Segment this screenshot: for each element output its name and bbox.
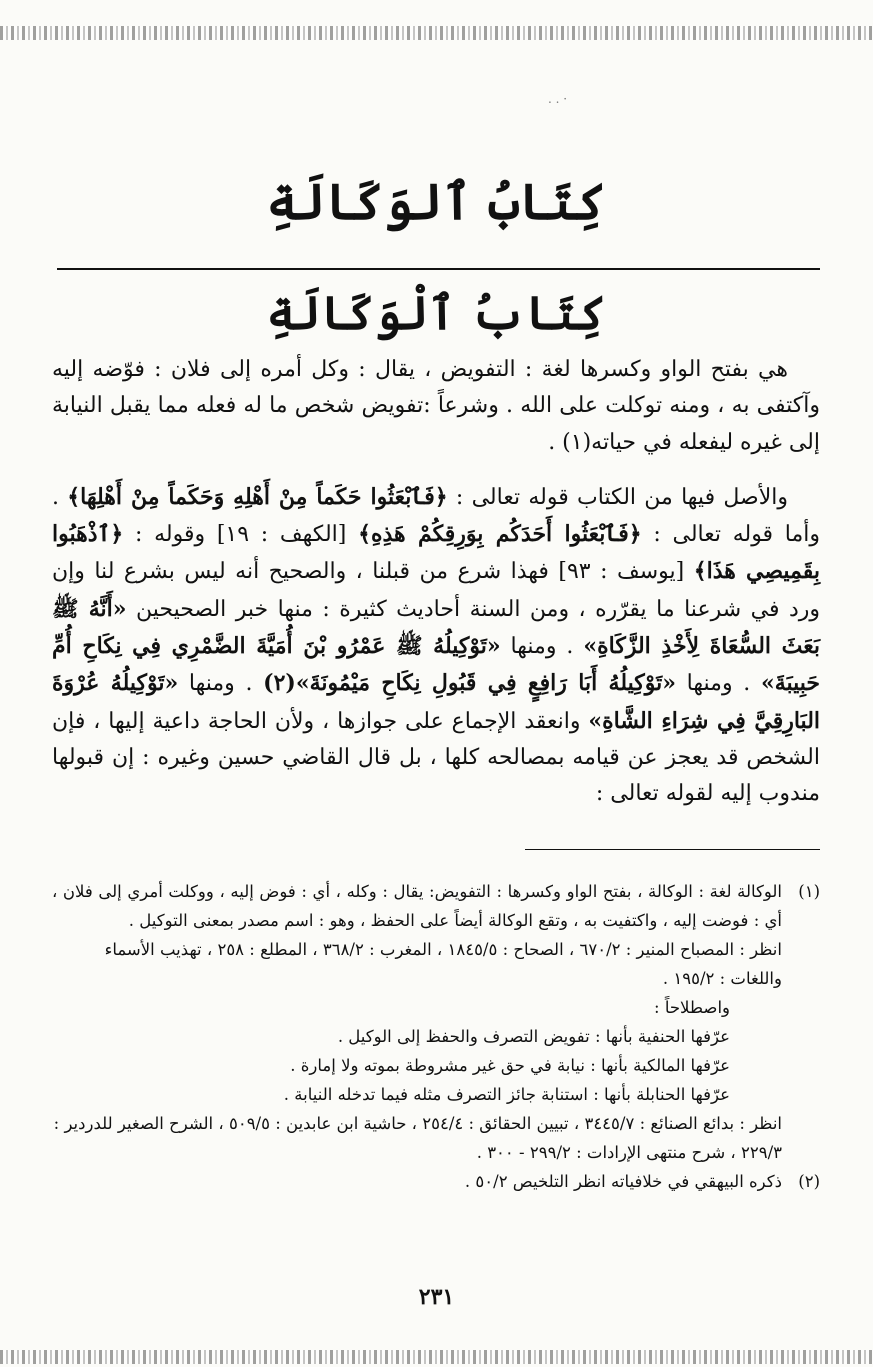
footnote-1-reference: انظر : المصباح المنير : ٦٧٠/٢ ، الصحاح : ١٨٤٥/٥ ، المغرب : ٣٦٨/٢ ، المطلع : ٢٥٨ ، تهذيب الأسماء واللغات : ١٩٥/٢ .	[104, 940, 782, 988]
text-span: . ومنها	[500, 634, 584, 660]
footnote-1-hanbali: عرّفها الحنابلة بأنها : استنابة جائز التصرف مثله فيما تدخله النيابة .	[283, 1085, 730, 1104]
footnotes	[52, 877, 820, 1196]
footnote-2	[52, 1167, 820, 1196]
text-span: [الكهف : ١٩] وقوله :	[123, 522, 359, 548]
body-text	[52, 352, 820, 813]
section-title: كِتَابُ ٱلْوَكَالَةِ	[266, 286, 607, 340]
hadith-quote: «تَوْكِيلُهُ أَبَا رَافِعٍ فِي قَبُولِ نِكَاحِ مَيْمُونَةَ»(٢)	[263, 670, 676, 697]
footnote-divider	[525, 849, 820, 850]
text-span: . ومنها	[675, 671, 761, 697]
footnote-number: (٢)	[798, 1172, 820, 1191]
paragraph-definition: هي بفتح الواو وكسرها لغة : التفويض ، يقال : وكل أمره إلى فلان : فوّضه إليه وآكتفى به ، ومنه توكلت على الله . وشرعاً :تفويض شخص ما له فعله مما يقبل النيابة إلى غيره ليفعله في حياته(١) .	[52, 357, 820, 455]
page-number: ٢٣١	[418, 1284, 455, 1310]
footnote-1	[52, 877, 820, 935]
quran-verse: ﴿ٱذْهَبُوا بِقَمِيصِي هَذَا﴾	[52, 521, 821, 585]
quran-verse: ﴿فَٱبْعَثُوا حَكَماً مِنْ أَهْلِهِ وَحَكَماً مِنْ أَهْلِهَا﴾	[67, 483, 448, 510]
footnote-text: ذكره البيهقي في خلافياته انظر التلخيص ٥٠/٢ .	[464, 1172, 782, 1191]
text-span: . ومنها	[178, 671, 264, 697]
bottom-ornamental-border	[0, 1350, 873, 1364]
quran-verse: ﴿فَٱبْعَثُوا أَحَدَكُم بِوَرِقِكُمْ هَذِهِ﴾	[358, 521, 642, 548]
footnote-number: (١)	[798, 882, 820, 901]
text-span: . وأما قوله تعالى :	[52, 484, 821, 548]
footnote-1-maliki: عرّفها المالكية بأنها : نيابة في حق غير مشروطة بموته ولا إمارة .	[290, 1056, 730, 1075]
chapter-title: كِتَابُ ٱلوَكَالَةِ	[266, 172, 607, 231]
footnote-1-istilah: واصطلاحاً :	[654, 998, 730, 1017]
text-span: [يوسف : ٩٣] فهذا شرع من قبلنا ، والصحيح أنه ليس بشرع لنا وإن ورد في شرعنا ما يقرّره ، ومن السنة أحاديث كثيرة : منها خبر الصحيحين	[52, 559, 820, 622]
footnote-1-reference-2: انظر : بدائع الصنائع : ٣٤٤٥/٧ ، تبيين الحقائق : ٢٥٤/٤ ، حاشية ابن عابدين : ٥٠٩/٥ ، الشرح الصغير للدردير : ٢٢٩/٣ ، شرح منتهى الإرادات : ٢٩٩/٢ - ٣٠٠ .	[53, 1114, 782, 1162]
text-span: وانعقد الإجماع على جوازها ، ولأن الحاجة داعية إليها ، فإن الشخص قد يعجز عن قيامه بمصالحه كلها ، بل قال القاضي حسين وغيره : إن قبولها مندوب إليه لقوله تعالى :	[52, 708, 820, 807]
text-span: والأصل فيها من الكتاب قوله تعالى :	[447, 484, 788, 510]
top-ornamental-border	[0, 26, 873, 40]
footnote-1-hanafi: عرّفها الحنفية بأنها : تفويض التصرف والحفظ إلى الوكيل .	[337, 1027, 730, 1046]
title-divider	[57, 268, 820, 270]
hadith-quote: «تَوْكِيلُهُ ﷺ عَمْرُو بْنَ أُمَيَّةَ الضَّمْرِي فِي نِكَاحِ أُمِّ حَبِيبَةَ»	[52, 633, 820, 697]
top-mark: · . .	[548, 92, 568, 106]
footnote-text: الوكالة لغة : الوكالة ، بفتح الواو وكسرها : التفويض: يقال : وكله ، أي : فوض إليه ، ووكلت أمري إلى فلان ، أي : فوضت إليه ، واكتفيت به ، وتقع الوكالة أيضاً على الحفظ ، وهو : اسم مصدر بمعنى التوكيل .	[52, 882, 782, 930]
hadith-quote: «أَنَّهُ ﷺ بَعَثَ السُّعَاةَ لِأَخْذِ الزَّكَاةِ»	[52, 595, 820, 660]
paragraph-evidence	[52, 479, 820, 813]
hadith-quote: «تَوْكِيلُهُ عُرْوَةَ البَارِقِيَّ فِي شِرَاءِ الشَّاةِ»	[52, 670, 821, 734]
